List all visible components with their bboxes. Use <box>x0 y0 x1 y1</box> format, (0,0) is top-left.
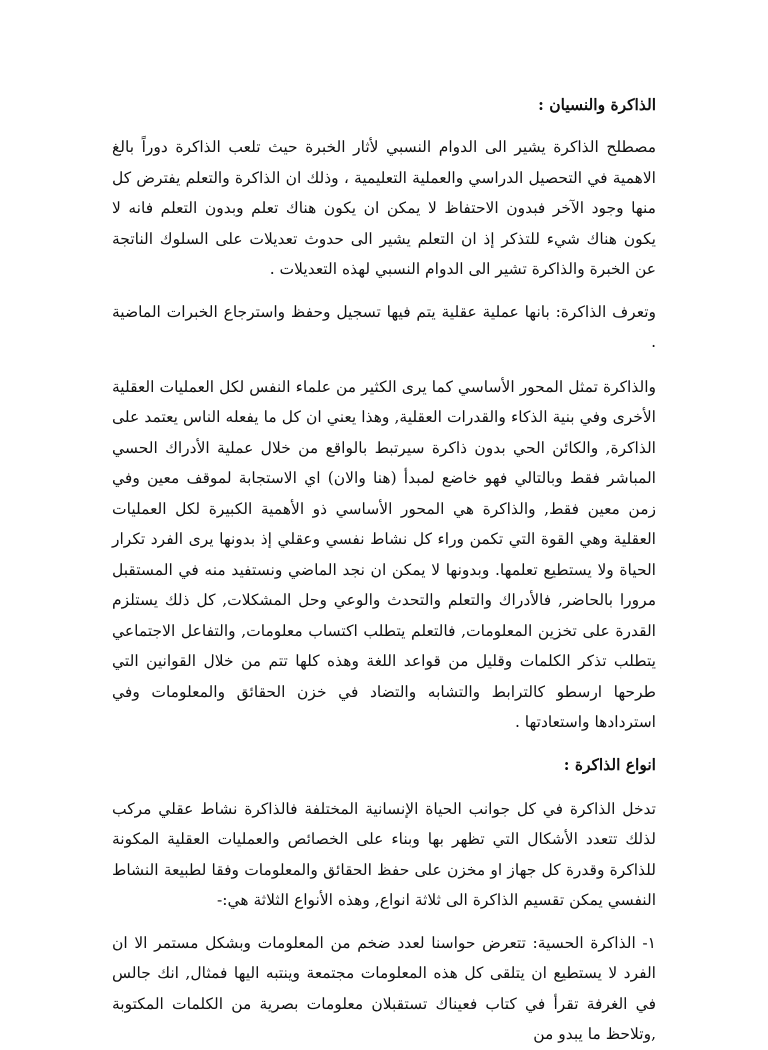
heading-memory-and-forgetting: الذاكرة والنسيان : <box>538 95 656 114</box>
heading-memory-types: انواع الذاكرة : <box>563 754 656 774</box>
document-page <box>112 84 656 1050</box>
paragraph-sensory-memory: ١- الذاكرة الحسية: تتعرض حواسنا لعدد ضخم من المعلومات وبشكل مستمر الا ان الفرد لا يستطيع ان يتلقى كل هذه المعلومات مجتمعة وينتبه اليها فمثال, انك جالس في الغرفة تقرأ في كتاب فعيناك تستقبلان معلومات بصرية من الكلمات المكتوبة ,وتلاحظ ما يبدو من <box>112 933 656 1043</box>
paragraph-memory-definition: مصطلح الذاكرة يشير الى الدوام النسبي لأثار الخبرة حيث تلعب الذاكرة دوراً بالغ الاهمية في التحصيل الدراسي والعملية التعليمية ، وذلك ان الذاكرة والتعلم يفترض كل منها وجود الآخر فبدون الاحتفاظ لا يمكن ان يكون هناك تعلم وبدون التعلم فانه لا يكون هناك شيء للتذكر إذ ان التعلم يشير الى حدوث تعديلات على السلوك الناتجة عن الخبرة والذاكرة تشير الى الدوام النسبي لهذه التعديلات . <box>112 138 656 278</box>
paragraph-memory-short-definition: وتعرف الذاكرة: بانها عملية عقلية يتم فيها تسجيل وحفظ واسترجاع الخبرات الماضية . <box>112 302 656 351</box>
paragraph-memory-importance: والذاكرة تمثل المحور الأساسي كما يرى الكثير من علماء النفس لكل العمليات العقلية الأخرى وفي بنية الذكاء والقدرات العقلية, وهذا يعني ان كل ما يفعله الناس يعتمد على الذاكرة, والكائن الحي بدون ذاكرة سيرتبط بالواقع من خلال عملية الأدراك الحسي المباشر فقط وبالتالي فهو خاضع لمبدأ (هنا والان) اي الاستجابة لموقف معين وفي زمن معين فقط, والذاكرة هي المحور الأساسي ذو الأهمية الكبيرة لكل العمليات العقلية وهي القوة التي تكمن وراء كل نشاط نفسي وعقلي إذ بدونها يرى الفرد تكرار الحياة ولا يستطيع تعلمها. وبدونها لا يمكن ان نجد الماضي ونستفيد منه في المستقبل مرورا بالحاضر, فالأدراك والتعلم والتحدث والوعي وحل المشكلات, كل ذلك يستلزم القدرة على تخزين المعلومات, فالتعلم يتطلب اكتساب معلومات, والتفاعل الاجتماعي يتطلب تذكر الكلمات وقليل من قواعد اللغة وهذه كلها تتم من خلال القوانين التي طرحها ارسطو كالترابط والتشابه والتضاد في خزن الحقائق والمعلومات وفي استردادها واستعادتها . <box>112 377 656 731</box>
paragraph-memory-types-intro: تدخل الذاكرة في كل جوانب الحياة الإنسانية المختلفة فالذاكرة نشاط عقلي مركب لذلك تتعدد الأشكال التي تظهر بها وبناء على الخصائص والعمليات العقلية المكونة للذاكرة وقدرة كل جهاز او مخزن على حفظ الحقائق والمعلومات وفقا لطبيعة النشاط النفسي يمكن تقسيم الذاكرة الى ثلاثة انواع, وهذه الأنواع الثلاثة هي:- <box>112 799 656 909</box>
